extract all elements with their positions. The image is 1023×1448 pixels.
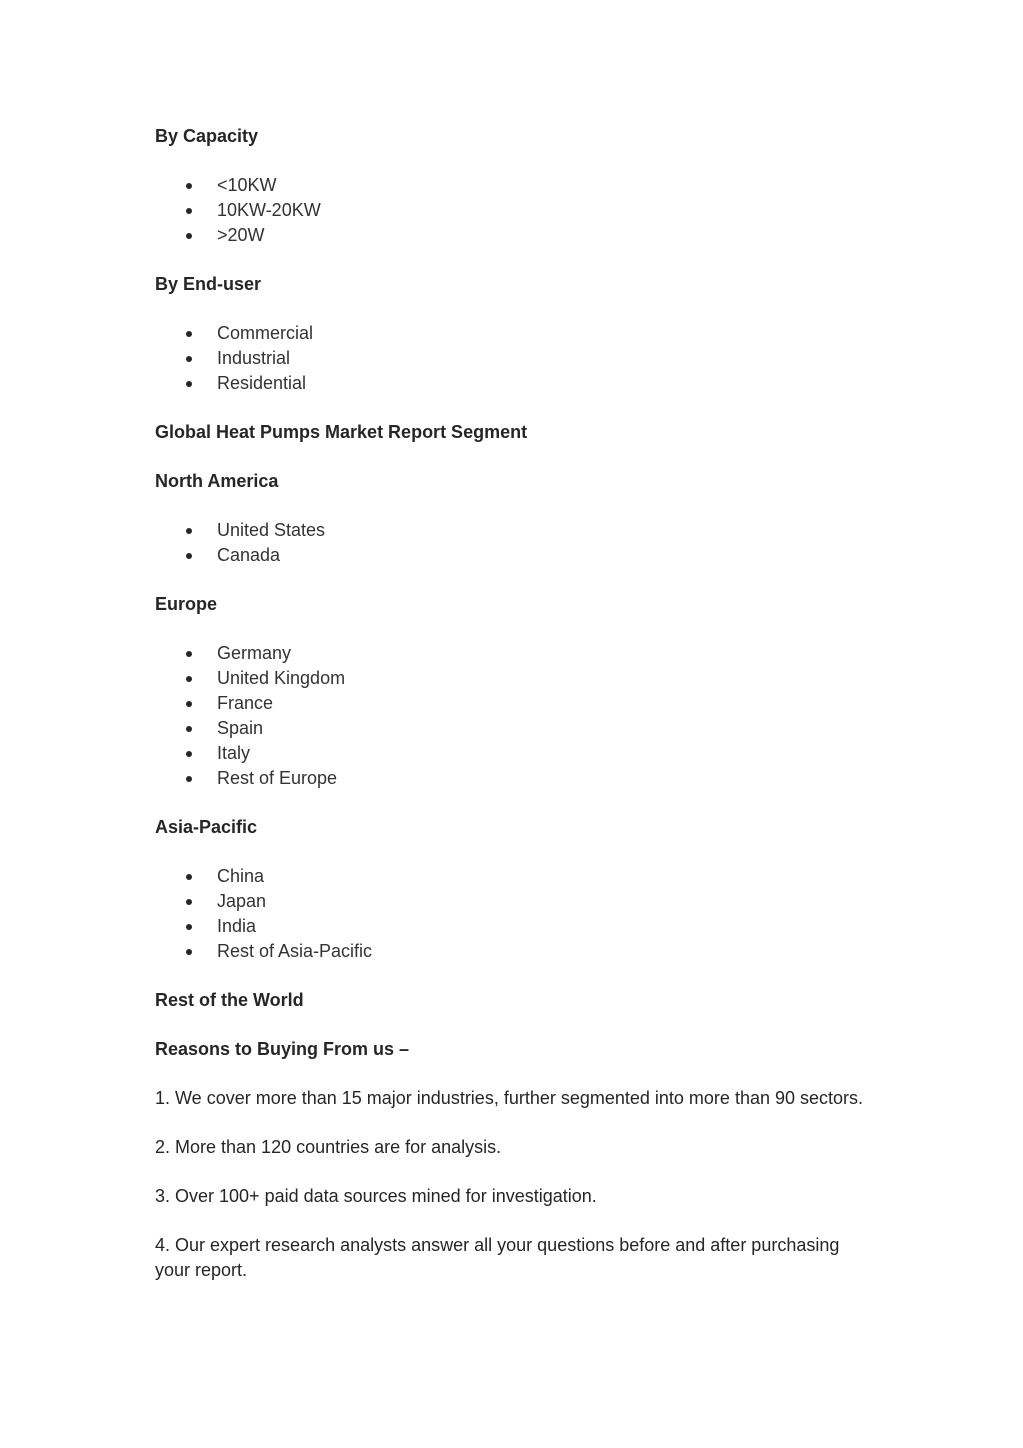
list-item: India [155,914,875,939]
bullet-icon [186,676,192,682]
bullet-icon [186,553,192,559]
list-item: >20W [155,223,875,248]
bullet-icon [186,331,192,337]
reason-point-1: 1. We cover more than 15 major industries, further segmented into more than 90 sectors. [155,1088,864,1108]
north-america-list [155,518,875,568]
end-user-heading: By End-user [155,274,262,294]
rest-of-world-heading: Rest of the World [155,990,304,1010]
list-item: Rest of Europe [155,766,875,791]
list-item: 10KW-20KW [155,198,875,223]
asia-pacific-list [155,864,875,964]
north-america-heading: North America [155,471,279,491]
reason-point-4: 4. Our expert research analysts answer all your questions before and after purchasing your report. [155,1235,840,1280]
list-item: United States [155,518,875,543]
list-item: Residential [155,371,875,396]
list-item: China [155,864,875,889]
list-item: Rest of Asia-Pacific [155,939,875,964]
bullet-icon [186,183,192,189]
bullet-icon [186,924,192,930]
list-item: Industrial [155,346,875,371]
europe-list [155,641,875,791]
bullet-icon [186,726,192,732]
bullet-icon [186,949,192,955]
reasons-heading: Reasons to Buying From us – [155,1039,410,1059]
europe-heading: Europe [155,594,218,614]
bullet-icon [186,528,192,534]
document-page [155,124,875,1307]
asia-pacific-heading: Asia-Pacific [155,817,258,837]
bullet-icon [186,208,192,214]
bullet-icon [186,651,192,657]
bullet-icon [186,356,192,362]
bullet-icon [186,874,192,880]
list-item: Italy [155,741,875,766]
list-item: United Kingdom [155,666,875,691]
reason-point-3: 3. Over 100+ paid data sources mined for investigation. [155,1186,597,1206]
list-item: Commercial [155,321,875,346]
capacity-list [155,173,875,248]
report-segment-heading: Global Heat Pumps Market Report Segment [155,422,528,442]
bullet-icon [186,751,192,757]
bullet-icon [186,381,192,387]
bullet-icon [186,701,192,707]
list-item: Germany [155,641,875,666]
bullet-icon [186,899,192,905]
list-item: France [155,691,875,716]
end-user-list [155,321,875,396]
list-item: <10KW [155,173,875,198]
bullet-icon [186,233,192,239]
capacity-heading: By Capacity [155,126,259,146]
bullet-icon [186,776,192,782]
list-item: Spain [155,716,875,741]
list-item: Japan [155,889,875,914]
reason-point-2: 2. More than 120 countries are for analysis. [155,1137,502,1157]
list-item: Canada [155,543,875,568]
